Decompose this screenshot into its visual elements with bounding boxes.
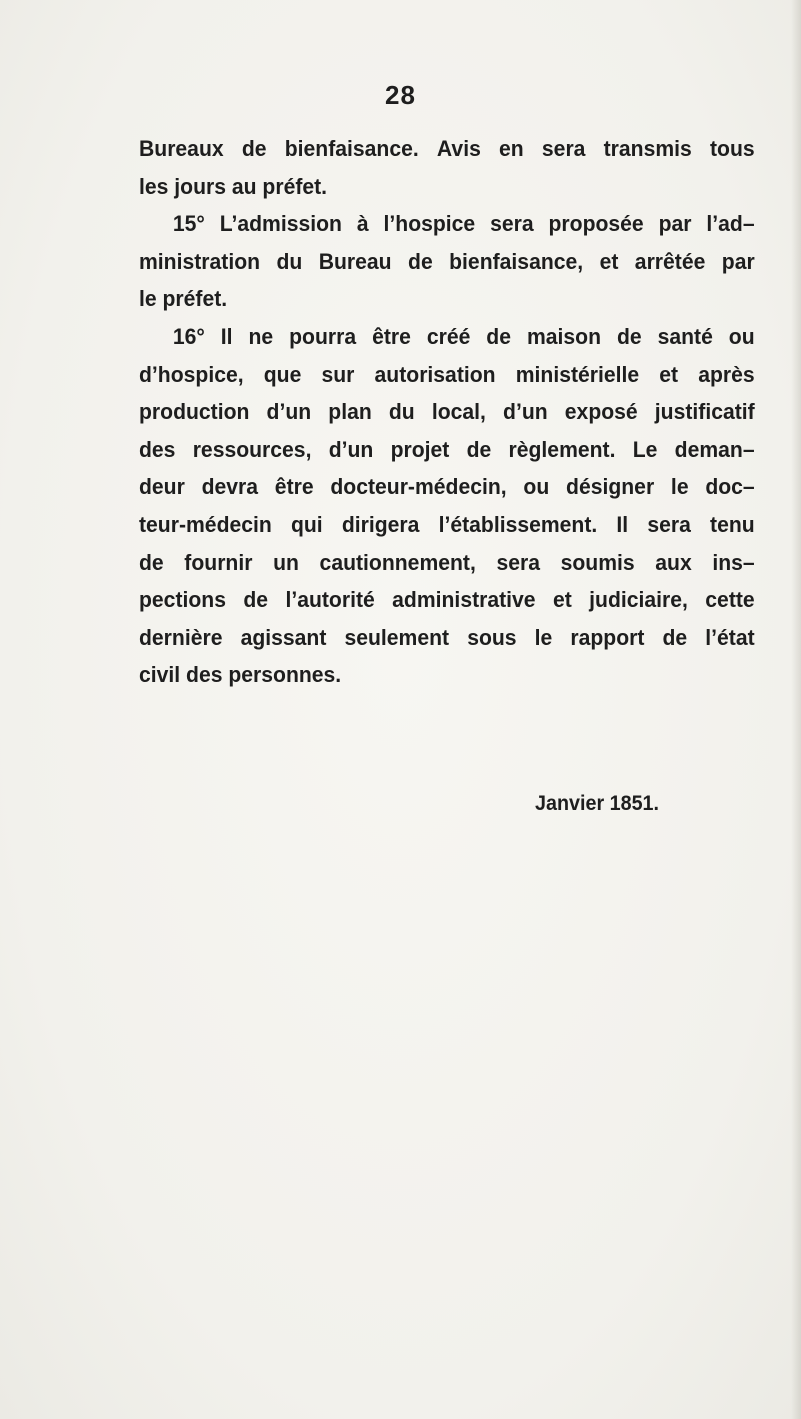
word: sera <box>541 136 586 161</box>
text-line: le préfet. <box>139 286 228 312</box>
word: qui <box>290 511 323 537</box>
text-line <box>139 243 755 281</box>
word: deman– <box>674 436 755 462</box>
word: aux <box>655 549 692 575</box>
word: Avis <box>436 136 481 161</box>
word: dernière <box>139 624 223 650</box>
page-number: 28 <box>385 80 416 110</box>
word: et <box>599 248 619 274</box>
text-line <box>139 393 755 431</box>
word: santé <box>657 323 713 349</box>
word: pourra <box>289 323 357 349</box>
word: d’un <box>266 399 312 425</box>
word: que <box>263 361 302 387</box>
word: ou <box>728 323 755 349</box>
word: par <box>658 211 692 237</box>
word: l’ad– <box>706 211 755 237</box>
word: fournir <box>184 549 253 575</box>
word: sera <box>647 511 691 537</box>
word: l’autorité <box>285 587 375 613</box>
word: règlement. <box>508 436 616 462</box>
word: de <box>616 323 642 349</box>
word: de <box>243 587 269 613</box>
word: sous <box>467 624 517 650</box>
word: un <box>273 549 299 575</box>
word: doc– <box>705 474 755 500</box>
word: de <box>466 436 492 462</box>
word: d’hospice, <box>139 361 244 387</box>
word: bienfaisance, <box>449 248 584 274</box>
word: en <box>499 136 524 161</box>
word: autorisation <box>374 361 496 387</box>
word: par <box>721 248 755 274</box>
word: soumis <box>560 549 635 575</box>
word: 16° <box>172 323 205 349</box>
word: être <box>372 323 411 349</box>
text-line <box>139 506 755 544</box>
word: créé <box>426 323 471 349</box>
word: et <box>659 361 679 387</box>
word: proposée <box>548 211 644 237</box>
word: l’établissement. <box>438 511 598 537</box>
word: ministration <box>139 248 261 274</box>
text-line <box>139 318 755 356</box>
word: de <box>408 248 433 274</box>
text-line <box>139 468 755 506</box>
text-line <box>139 205 755 243</box>
word: agissant <box>240 624 327 650</box>
word: arrêtée <box>634 248 706 274</box>
word: maison <box>526 323 601 349</box>
word: de <box>139 549 164 575</box>
page-edge-shadow <box>791 0 801 1419</box>
word: Bureau <box>318 248 392 274</box>
word: de <box>486 323 511 349</box>
word: tenu <box>710 511 755 537</box>
word: Il <box>220 323 233 349</box>
text-line <box>139 581 755 619</box>
date-signature: Janvier 1851. <box>535 792 660 815</box>
word: deur <box>139 474 185 500</box>
word: l’état <box>705 624 755 650</box>
word: local, <box>431 399 486 425</box>
word: d’un <box>328 436 374 462</box>
word: rapport <box>570 624 645 650</box>
text-line <box>139 431 755 469</box>
word: des <box>139 436 176 462</box>
text-line <box>139 544 755 582</box>
word: justificatif <box>654 399 755 425</box>
word: plan <box>328 399 372 425</box>
word: docteur-médecin, <box>330 474 507 500</box>
word: l’hospice <box>383 211 476 237</box>
text-line <box>139 356 755 394</box>
word: Il <box>616 511 629 537</box>
word: judiciaire, <box>589 587 688 613</box>
word: après <box>698 361 755 387</box>
word: pections <box>139 587 226 613</box>
word: ministérielle <box>515 361 640 387</box>
word: teur-médecin <box>139 511 272 537</box>
word: Bureaux <box>139 136 224 161</box>
word: exposé <box>564 399 638 425</box>
word: cautionnement, <box>319 549 476 575</box>
word: à <box>356 211 369 237</box>
word: désigner <box>566 474 655 500</box>
word: administrative <box>392 587 536 613</box>
word: du <box>388 399 415 425</box>
text-line <box>139 619 755 657</box>
word: du <box>276 248 303 274</box>
word: sera <box>496 549 540 575</box>
word: seulement <box>344 624 450 650</box>
word: L’admission <box>219 211 342 237</box>
word: devra <box>201 474 259 500</box>
body-text <box>139 130 755 694</box>
word: tous <box>710 136 755 161</box>
word: transmis <box>603 136 692 161</box>
word: cette <box>705 587 755 613</box>
text-line: civil des personnes. <box>139 662 342 688</box>
word: de <box>241 136 267 161</box>
word: le <box>670 474 689 500</box>
word: sur <box>321 361 355 387</box>
word: ou <box>523 474 550 500</box>
text-line <box>139 130 755 168</box>
word: Le <box>632 436 658 462</box>
word: dirigera <box>341 511 420 537</box>
word: d’un <box>503 399 548 425</box>
word: 15° <box>172 211 205 237</box>
word: bienfaisance. <box>284 136 419 161</box>
word: sera <box>490 211 534 237</box>
text-line: les jours au préfet. <box>139 173 328 199</box>
word: de <box>662 624 688 650</box>
word: ins– <box>712 549 755 575</box>
word: le <box>534 624 553 650</box>
word: être <box>274 474 314 500</box>
word: production <box>139 399 250 425</box>
word: projet <box>390 436 450 462</box>
word: ressources, <box>192 436 312 462</box>
word: ne <box>248 323 274 349</box>
word: et <box>552 587 572 613</box>
